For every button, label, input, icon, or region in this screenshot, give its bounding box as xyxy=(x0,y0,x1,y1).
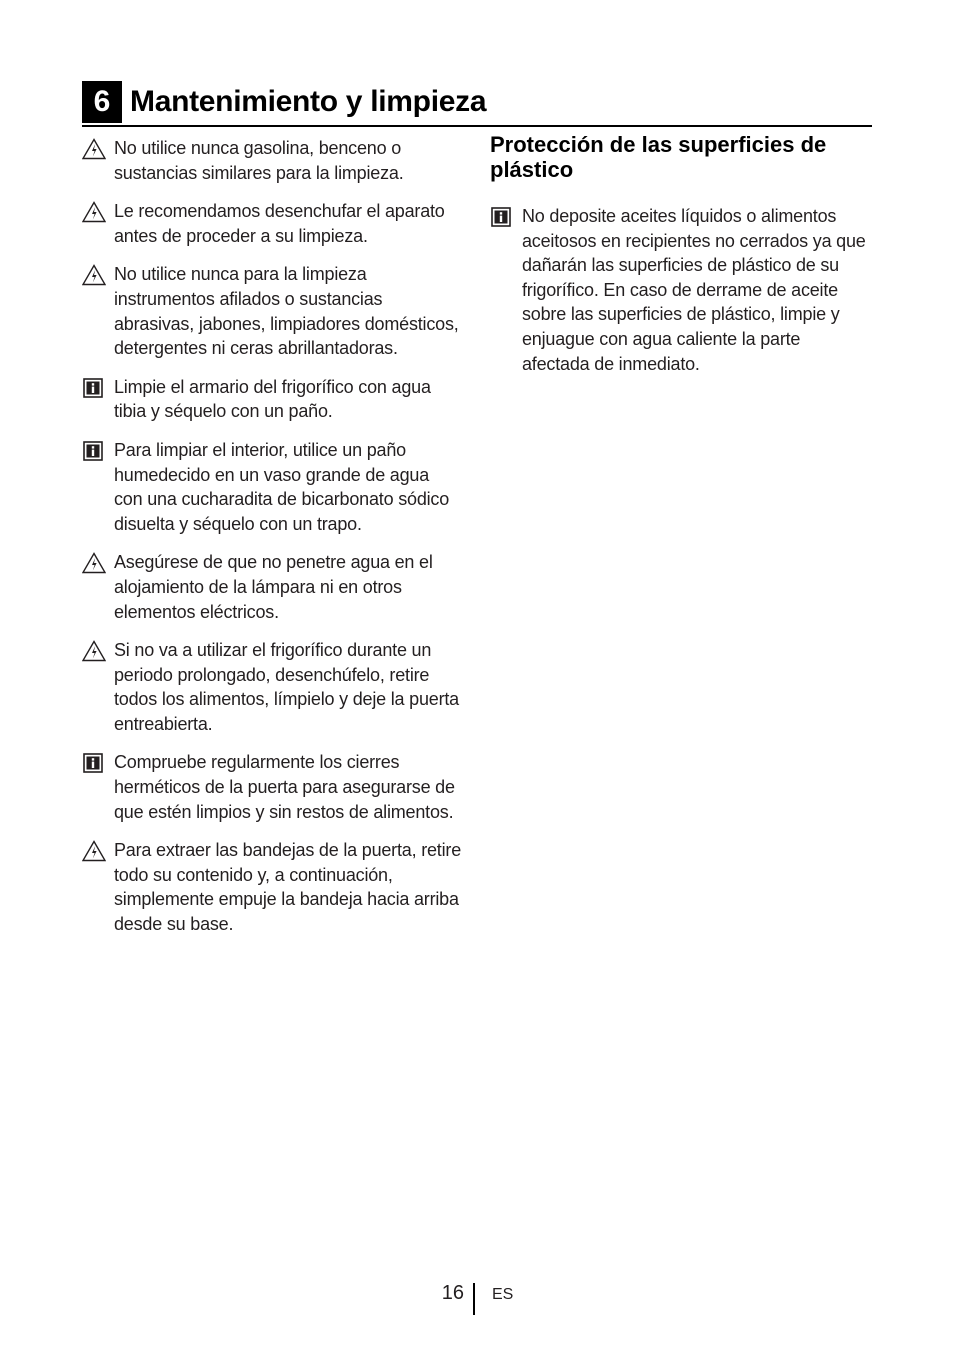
chapter-number: 6 xyxy=(82,81,122,123)
footer-divider xyxy=(473,1283,475,1315)
note-text: Si no va a utilizar el frigorífico durante un periodo prolongado, desenchúfelo, retire todos los alimentos, límpielo y deje la puerta entreabierta. xyxy=(114,640,459,734)
note-item xyxy=(82,638,462,736)
note-text: No utilice nunca gasolina, benceno o sustancias similares para la limpieza. xyxy=(114,138,404,183)
note-text: Para limpiar el interior, utilice un paño humedecido en un vaso grande de agua con una cucharadita de bicarbonato sódico disuelta y séquelo con un trapo. xyxy=(114,439,450,534)
info-icon xyxy=(82,440,106,462)
note-item xyxy=(82,136,462,185)
note-text: Para extraer las bandejas de la puerta, retire todo su contenido y, a continuación, simplemente empuje la bandeja hacia arriba desde su base. xyxy=(114,840,462,935)
note-text: Le recomendamos desenchufar el aparato antes de proceder a su limpieza. xyxy=(114,201,445,246)
info-icon xyxy=(82,752,106,774)
note-item xyxy=(82,262,462,360)
warning-icon xyxy=(82,264,106,286)
warning-icon xyxy=(82,552,106,574)
page-title: Mantenimiento y limpieza xyxy=(130,85,487,118)
note-text: Asegúrese de que no penetre agua en el alojamiento de la lámpara ni en otros elementos eléctricos. xyxy=(114,552,433,622)
chapter-header xyxy=(82,81,872,127)
right-column xyxy=(490,132,870,390)
note-item xyxy=(82,438,462,536)
info-icon xyxy=(490,206,514,228)
note-item xyxy=(82,199,462,248)
warning-icon xyxy=(82,840,106,862)
left-column xyxy=(82,136,462,951)
page-number: 16 xyxy=(441,1282,464,1304)
warning-icon xyxy=(82,640,106,662)
note-text: Limpie el armario del frigorífico con agua tibia y séquelo con un paño. xyxy=(114,376,431,422)
section-title: Protección de las superficies de plástico xyxy=(490,132,827,182)
note-text: Compruebe regularmente los cierres herméticos de la puerta para asegurarse de que estén limpios y sin restos de alimentos. xyxy=(114,752,455,822)
warning-icon xyxy=(82,138,106,160)
language-code: ES xyxy=(492,1286,514,1303)
note-text: No deposite aceites líquidos o alimentos aceitosos en recipientes no cerrados ya que dañarán las superficies de plástico de su frigorífico. En caso de derrame de aceite sobre las superficies de plástico, limpie y enjuague con agua caliente la parte afectada de inmediato. xyxy=(522,206,866,374)
warning-icon xyxy=(82,201,106,223)
note-item xyxy=(82,750,462,824)
note-item xyxy=(82,838,462,936)
note-item xyxy=(490,204,870,376)
note-item xyxy=(82,375,462,424)
note-item xyxy=(82,550,462,624)
info-icon xyxy=(82,377,106,399)
note-text: No utilice nunca para la limpieza instrumentos afilados o sustancias abrasivas, jabones, limpiadores domésticos, detergentes ni ceras abrillantadoras. xyxy=(114,264,459,359)
